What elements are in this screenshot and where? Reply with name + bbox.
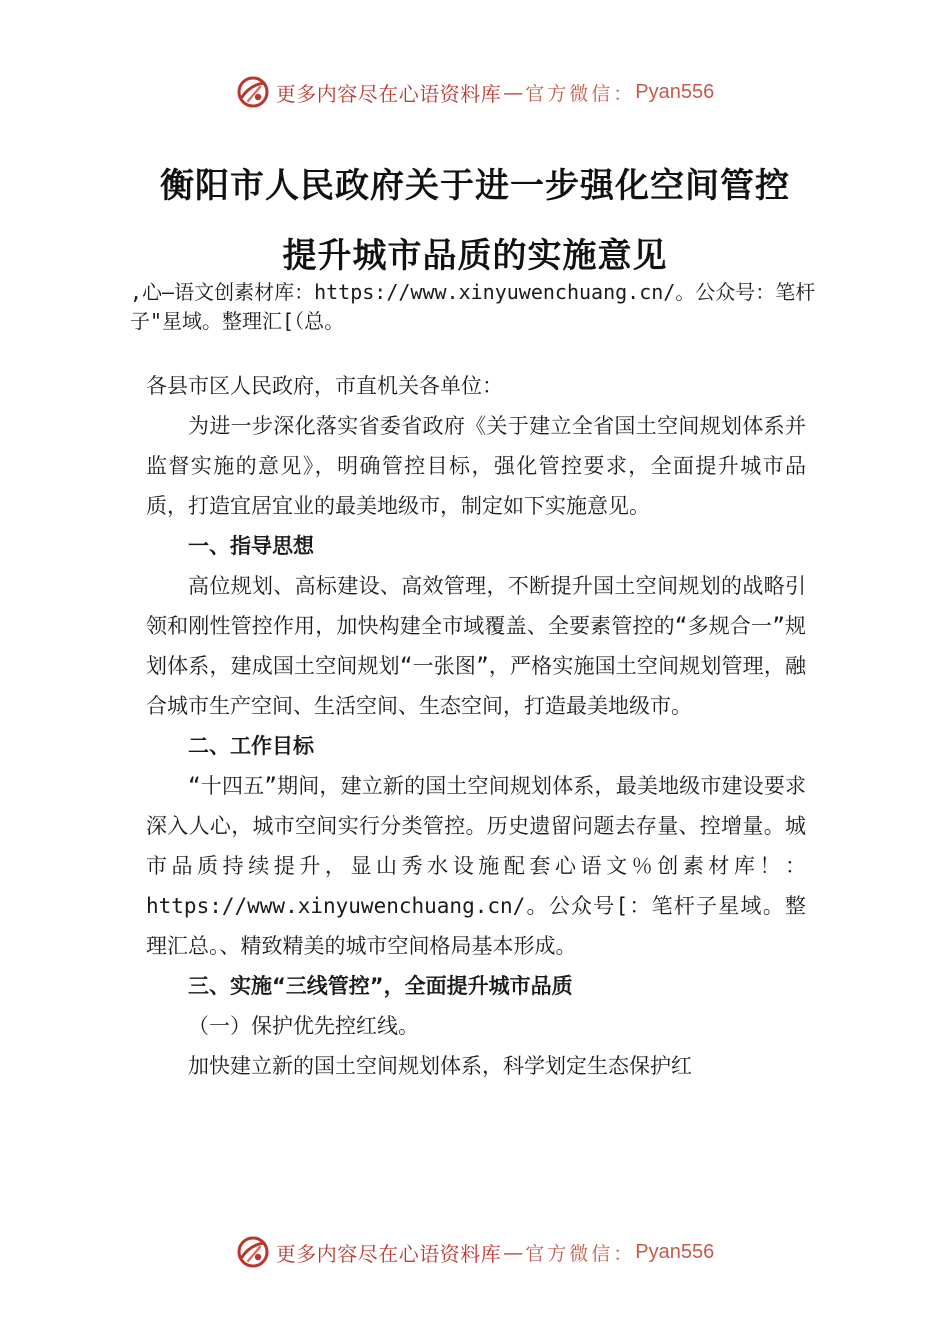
document-body bbox=[146, 366, 806, 1086]
banner-dash: — bbox=[503, 80, 524, 104]
document-title-line-1: 衡阳市人民政府关于进一步强化空间管控 bbox=[160, 166, 790, 206]
banner-sub-text: 官方微信： bbox=[525, 1242, 636, 1265]
subsection-heading: （一）保护优先控红线。 bbox=[188, 1014, 419, 1038]
section-heading: 二、工作目标 bbox=[188, 734, 314, 758]
section-heading: 一、指导思想 bbox=[188, 534, 314, 558]
banner-dash: — bbox=[503, 1240, 524, 1264]
body-paragraph: 高位规划、高标建设、高效管理，不断提升国土空间规划的战略引领和刚性管控作用，加快构建全市域覆盖、全要素管控的“多规合一”规划体系，建成国土空间规划“一张图”，严格实施国土空间规划管理，融合城市生产空间、生活空间、生态空间，打造最美地级市。 bbox=[146, 574, 806, 718]
body-paragraph: “十四五”期间，建立新的国土空间规划体系，最美地级市建设要求深入人心，城市空间实行分类管控。历史遗留问题去存量、控增量。城市品质持续提升，显山秀水设施配套心语文％创素材库！：https://www.xinyuwenchuang.cn/。公众号[：笔杆子星域。整理汇总。、精致精美的城市空间格局基本形成。 bbox=[146, 774, 806, 958]
header-watermark-banner bbox=[0, 72, 950, 112]
banner-wechat-id: Pyan556 bbox=[635, 80, 715, 103]
banner-sub-text: 官方微信： bbox=[525, 82, 636, 105]
banner-main-text: 更多内容尽在心语资料库 bbox=[275, 81, 502, 106]
source-note: ,心—语文创素材库：https://www.xinyuwenchuang.cn/。公众号：笔杆子"星域。整理汇[（总。 bbox=[130, 280, 816, 333]
feather-logo-icon bbox=[236, 75, 270, 109]
salutation: 各县市区人民政府，市直机关各单位： bbox=[146, 374, 503, 398]
banner-wechat-id: Pyan556 bbox=[635, 1240, 715, 1263]
document-title-line-2: 提升城市品质的实施意见 bbox=[282, 236, 668, 276]
feather-logo-icon bbox=[236, 1235, 270, 1269]
body-paragraph: 加快建立新的国土空间规划体系，科学划定生态保护红 bbox=[188, 1054, 692, 1078]
body-paragraph: 为进一步深化落实省委省政府《关于建立全省国土空间规划体系并监督实施的意见》，明确管控目标，强化管控要求，全面提升城市品质，打造宜居宜业的最美地级市，制定如下实施意见。 bbox=[146, 414, 806, 518]
banner-main-text: 更多内容尽在心语资料库 bbox=[275, 1241, 502, 1266]
footer-watermark-banner bbox=[0, 1232, 950, 1272]
section-heading: 三、实施“三线管控”，全面提升城市品质 bbox=[188, 974, 573, 998]
